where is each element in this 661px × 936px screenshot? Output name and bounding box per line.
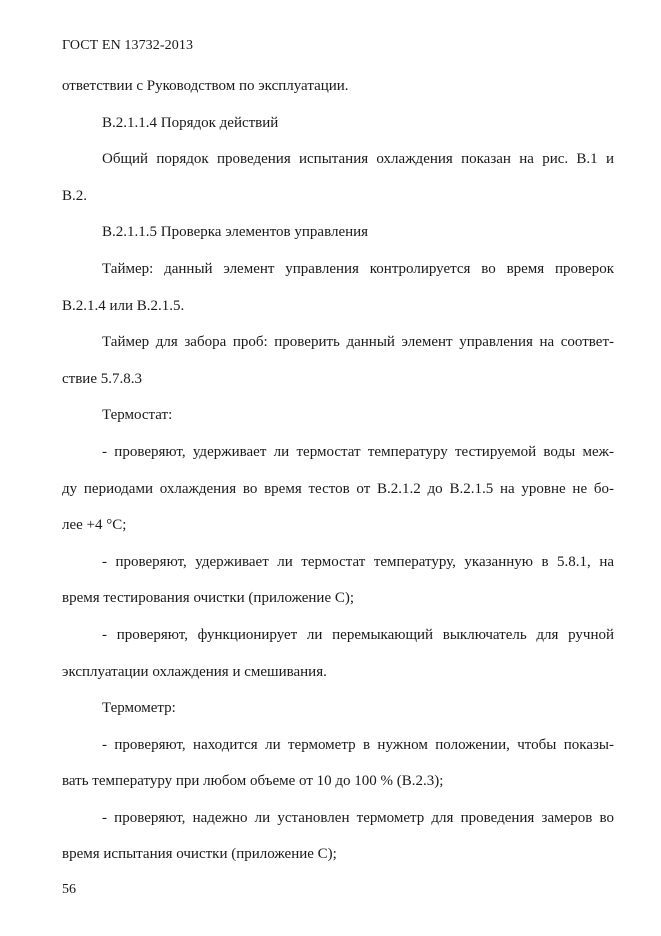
- text-line: - проверяют, удерживает ли термостат температуру, указанную в 5.8.1, на: [102, 553, 614, 570]
- text-line: Таймер: данный элемент управления контролируется во время проверок: [102, 260, 614, 277]
- text-line: - проверяют, надежно ли установлен термометр для проведения замеров во: [102, 809, 614, 826]
- text-line: ответствии с Руководством по эксплуатации.: [62, 78, 349, 94]
- text-line: В.2.1.4 или В.2.1.5.: [62, 297, 185, 314]
- text-line: ствие 5.7.8.3: [62, 370, 142, 387]
- text-line: - проверяют, находится ли термометр в нужном положении, чтобы показы-: [102, 736, 614, 753]
- body-text: [62, 68, 614, 873]
- text-line: время тестирования очистки (приложение С);: [62, 590, 355, 607]
- text-line: - проверяют, удерживает ли термостат температуру тестируемой воды меж-: [102, 443, 614, 460]
- text-line: В.2.: [62, 187, 88, 204]
- text-line: - проверяют, функционирует ли перемыкающий выключатель для ручной: [102, 626, 614, 643]
- text-line: Термометр:: [102, 700, 176, 717]
- text-line: Общий порядок проведения испытания охлаждения показан на рис. В.1 и: [102, 151, 614, 168]
- text-line: лее +4 °С;: [62, 517, 127, 534]
- text-line: эксплуатации охлаждения и смешивания.: [62, 663, 327, 680]
- page-number: 56: [62, 882, 76, 897]
- document-header: ГОСТ EN 13732-2013: [62, 38, 194, 53]
- text-line: ду периодами охлаждения во время тестов от В.2.1.2 до В.2.1.5 на уровне не бо-: [62, 480, 614, 497]
- text-line: вать температуру при любом объеме от 10 до 100 % (В.2.3);: [62, 773, 444, 790]
- text-line: Таймер для забора проб: проверить данный элемент управления на соответ-: [102, 334, 614, 351]
- text-line: В.2.1.1.4 Порядок действий: [102, 114, 279, 131]
- text-line: Термостат:: [102, 407, 173, 424]
- text-line: время испытания очистки (приложение С);: [62, 846, 337, 863]
- text-line: В.2.1.1.5 Проверка элементов управления: [102, 224, 369, 241]
